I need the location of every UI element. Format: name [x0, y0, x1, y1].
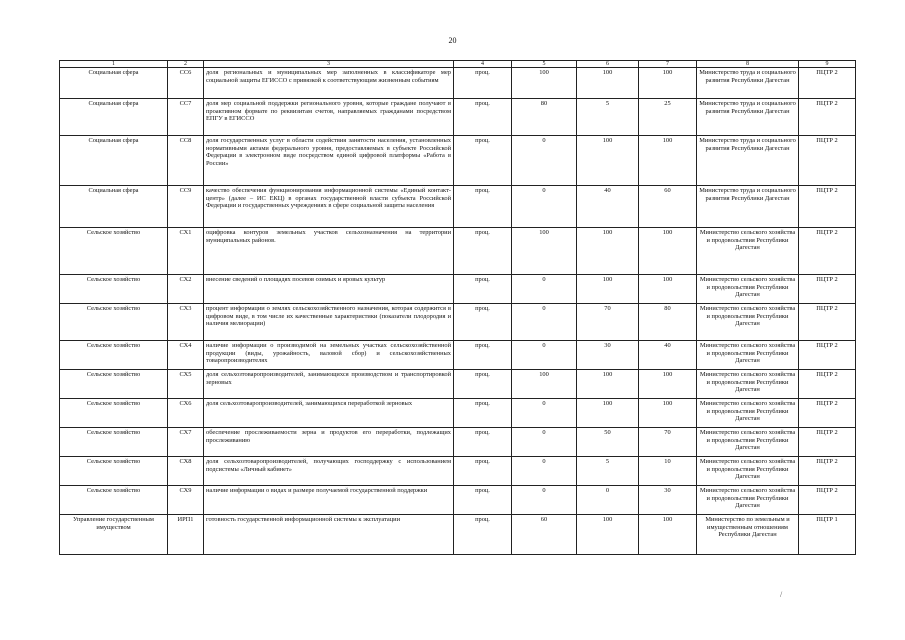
- scan-stroke: /: [780, 590, 783, 599]
- reference-cell: ПЦТР 2: [799, 68, 856, 99]
- value-cell: 100: [512, 228, 577, 275]
- table-row: [60, 68, 856, 99]
- responsible-organization: Министерство труда и социального развития Республики Дагестан: [697, 186, 799, 228]
- value-cell: 0: [512, 457, 577, 486]
- column-number: 1: [60, 61, 168, 68]
- responsible-organization: Министерство сельского хозяйства и продовольствия Республики Дагестан: [697, 275, 799, 304]
- value-cell: 100: [577, 228, 639, 275]
- page-number: 20: [448, 36, 457, 45]
- value-cell: 100: [577, 399, 639, 428]
- indicator-code: СХ8: [168, 457, 204, 486]
- table-row: [60, 304, 856, 341]
- indicator-description: доля региональных и муниципальных мер заполненных в классификаторе мер социальной защиты ЕГИССО с привязкой к соответствующим жизненным событиям: [204, 68, 454, 99]
- table-row: [60, 99, 856, 136]
- table-row: [60, 186, 856, 228]
- column-number: 2: [168, 61, 204, 68]
- value-cell: 40: [577, 186, 639, 228]
- table-row: [60, 428, 856, 457]
- sphere-cell: Социальная сфера: [60, 136, 168, 186]
- value-cell: 30: [639, 486, 697, 515]
- unit-cell: проц.: [454, 428, 512, 457]
- sphere-cell: Сельское хозяйство: [60, 457, 168, 486]
- reference-cell: ПЦТР 2: [799, 370, 856, 399]
- indicator-code: СХ9: [168, 486, 204, 515]
- table-row: [60, 370, 856, 399]
- value-cell: 100: [639, 228, 697, 275]
- value-cell: 100: [577, 275, 639, 304]
- column-number: 9: [799, 61, 856, 68]
- responsible-organization: Министерство сельского хозяйства и продовольствия Республики Дагестан: [697, 304, 799, 341]
- value-cell: 80: [639, 304, 697, 341]
- reference-cell: ПЦТР 2: [799, 228, 856, 275]
- indicator-code: СС9: [168, 186, 204, 228]
- value-cell: 100: [577, 136, 639, 186]
- reference-cell: ПЦТР 2: [799, 428, 856, 457]
- indicator-code: СХ4: [168, 341, 204, 370]
- indicator-description: доля государственных услуг в области содействия занятости населения, установленных нормативными актами федерального уровня, предоставляемых в субъекте Российской Федерации в электронном виде посредством единой цифровой платформы «Работа в России»: [204, 136, 454, 186]
- value-cell: 100: [639, 68, 697, 99]
- indicators-table: [59, 60, 856, 555]
- sphere-cell: Сельское хозяйство: [60, 370, 168, 399]
- column-number: 6: [577, 61, 639, 68]
- reference-cell: ПЦТР 1: [799, 515, 856, 555]
- value-cell: 80: [512, 99, 577, 136]
- reference-cell: ПЦТР 2: [799, 304, 856, 341]
- value-cell: 100: [639, 275, 697, 304]
- indicator-description: внесение сведений о площадях посевов озимых и яровых культур: [204, 275, 454, 304]
- indicator-code: СХ5: [168, 370, 204, 399]
- column-number: 5: [512, 61, 577, 68]
- unit-cell: проц.: [454, 304, 512, 341]
- indicator-description: доля сельхозтоваропроизводителей, занимающихся производством и транспортировкой зерновых: [204, 370, 454, 399]
- unit-cell: проц.: [454, 399, 512, 428]
- column-number: 8: [697, 61, 799, 68]
- sphere-cell: Сельское хозяйство: [60, 486, 168, 515]
- reference-cell: ПЦТР 2: [799, 399, 856, 428]
- indicator-code: СС8: [168, 136, 204, 186]
- responsible-organization: Министерство труда и социального развития Республики Дагестан: [697, 99, 799, 136]
- indicator-description: наличие информации о производимой на земельных участках сельскохозяйственной продукции (виды, урожайность, валовой сбор) и сельскохозяйственных товаропроизводителях: [204, 341, 454, 370]
- responsible-organization: Министерство по земельным и имущественным отношениям Республики Дагестан: [697, 515, 799, 555]
- value-cell: 0: [512, 399, 577, 428]
- sphere-cell: Сельское хозяйство: [60, 275, 168, 304]
- responsible-organization: Министерство сельского хозяйства и продовольствия Республики Дагестан: [697, 428, 799, 457]
- table-row: [60, 228, 856, 275]
- responsible-organization: Министерство труда и социального развития Республики Дагестан: [697, 136, 799, 186]
- unit-cell: проц.: [454, 68, 512, 99]
- unit-cell: проц.: [454, 341, 512, 370]
- sphere-cell: Сельское хозяйство: [60, 341, 168, 370]
- table-row: [60, 515, 856, 555]
- indicator-code: СС6: [168, 68, 204, 99]
- sphere-cell: Сельское хозяйство: [60, 228, 168, 275]
- value-cell: 100: [577, 515, 639, 555]
- indicator-code: СС7: [168, 99, 204, 136]
- unit-cell: проц.: [454, 228, 512, 275]
- value-cell: 0: [512, 341, 577, 370]
- indicator-description: качество обеспечения функционирования информационной системы «Единый контакт-центр» (далее – ИС ЕКЦ) в органах государственной власти субъекта Российской Федерации и государственных учреждениях в сфере социальной защиты населения: [204, 186, 454, 228]
- column-number: 3: [204, 61, 454, 68]
- unit-cell: проц.: [454, 275, 512, 304]
- table-row: [60, 341, 856, 370]
- table-row: [60, 457, 856, 486]
- value-cell: 100: [639, 515, 697, 555]
- sphere-cell: Сельское хозяйство: [60, 304, 168, 341]
- value-cell: 70: [639, 428, 697, 457]
- indicator-code: СХ7: [168, 428, 204, 457]
- value-cell: 5: [577, 99, 639, 136]
- value-cell: 40: [639, 341, 697, 370]
- sphere-cell: Социальная сфера: [60, 186, 168, 228]
- sphere-cell: Управление государственным имуществом: [60, 515, 168, 555]
- reference-cell: ПЦТР 2: [799, 457, 856, 486]
- table-row: [60, 136, 856, 186]
- unit-cell: проц.: [454, 136, 512, 186]
- value-cell: 25: [639, 99, 697, 136]
- indicator-description: оцифровка контуров земельных участков сельхозназначения на территории муниципальных районов.: [204, 228, 454, 275]
- responsible-organization: Министерство сельского хозяйства и продовольствия Республики Дагестан: [697, 486, 799, 515]
- value-cell: 0: [512, 186, 577, 228]
- unit-cell: проц.: [454, 370, 512, 399]
- unit-cell: проц.: [454, 186, 512, 228]
- value-cell: 0: [577, 486, 639, 515]
- column-number-row: [60, 61, 856, 68]
- value-cell: 60: [639, 186, 697, 228]
- table-row: [60, 399, 856, 428]
- reference-cell: ПЦТР 2: [799, 275, 856, 304]
- column-number: 7: [639, 61, 697, 68]
- value-cell: 0: [512, 428, 577, 457]
- value-cell: 30: [577, 341, 639, 370]
- value-cell: 100: [639, 370, 697, 399]
- indicator-description: готовность государственной информационной системы к эксплуатации: [204, 515, 454, 555]
- responsible-organization: Министерство сельского хозяйства и продовольствия Республики Дагестан: [697, 399, 799, 428]
- value-cell: 100: [577, 370, 639, 399]
- indicator-description: доля сельхозтоваропроизводителей, получающих господдержку с использованием подсистемы «Личный кабинет»: [204, 457, 454, 486]
- column-number: 4: [454, 61, 512, 68]
- value-cell: 0: [512, 275, 577, 304]
- table-row: [60, 275, 856, 304]
- unit-cell: проц.: [454, 486, 512, 515]
- table-row: [60, 486, 856, 515]
- sphere-cell: Социальная сфера: [60, 68, 168, 99]
- value-cell: 100: [577, 68, 639, 99]
- reference-cell: ПЦТР 2: [799, 99, 856, 136]
- unit-cell: проц.: [454, 515, 512, 555]
- unit-cell: проц.: [454, 457, 512, 486]
- indicator-code: ИРП1: [168, 515, 204, 555]
- indicator-code: СХ1: [168, 228, 204, 275]
- indicator-description: обеспечение прослеживаемости зерна и продуктов его переработки, подлежащих прослеживанию: [204, 428, 454, 457]
- value-cell: 10: [639, 457, 697, 486]
- reference-cell: ПЦТР 2: [799, 486, 856, 515]
- value-cell: 0: [512, 304, 577, 341]
- value-cell: 100: [512, 68, 577, 99]
- value-cell: 100: [639, 136, 697, 186]
- indicator-code: СХ3: [168, 304, 204, 341]
- sphere-cell: Социальная сфера: [60, 99, 168, 136]
- reference-cell: ПЦТР 2: [799, 341, 856, 370]
- indicator-description: процент информации о землях сельскохозяйственного назначения, которая содержится в цифровом виде, в том числе их качественные характеристики (показатели плодородия и наличия мелиорации): [204, 304, 454, 341]
- value-cell: 100: [512, 370, 577, 399]
- unit-cell: проц.: [454, 99, 512, 136]
- value-cell: 0: [512, 136, 577, 186]
- reference-cell: ПЦТР 2: [799, 186, 856, 228]
- sphere-cell: Сельское хозяйство: [60, 399, 168, 428]
- responsible-organization: Министерство сельского хозяйства и продовольствия Республики Дагестан: [697, 370, 799, 399]
- responsible-organization: Министерство труда и социального развития Республики Дагестан: [697, 68, 799, 99]
- indicator-code: СХ6: [168, 399, 204, 428]
- indicator-description: доля мер социальной поддержки регионального уровня, которые граждане получают в проактивном формате по реквизитам счетов, направляемых гражданами посредством ЕПГУ в ЕГИССО: [204, 99, 454, 136]
- value-cell: 50: [577, 428, 639, 457]
- indicator-code: СХ2: [168, 275, 204, 304]
- indicator-description: наличие информации о видах и размере получаемой государственной поддержки: [204, 486, 454, 515]
- value-cell: 70: [577, 304, 639, 341]
- responsible-organization: Министерство сельского хозяйства и продовольствия Республики Дагестан: [697, 341, 799, 370]
- indicator-description: доля сельхозтоваропроизводителей, занимающихся переработкой зерновых: [204, 399, 454, 428]
- responsible-organization: Министерство сельского хозяйства и продовольствия Республики Дагестан: [697, 457, 799, 486]
- value-cell: 100: [639, 399, 697, 428]
- value-cell: 0: [512, 486, 577, 515]
- reference-cell: ПЦТР 2: [799, 136, 856, 186]
- value-cell: 5: [577, 457, 639, 486]
- responsible-organization: Министерство сельского хозяйства и продовольствия Республики Дагестан: [697, 228, 799, 275]
- sphere-cell: Сельское хозяйство: [60, 428, 168, 457]
- value-cell: 60: [512, 515, 577, 555]
